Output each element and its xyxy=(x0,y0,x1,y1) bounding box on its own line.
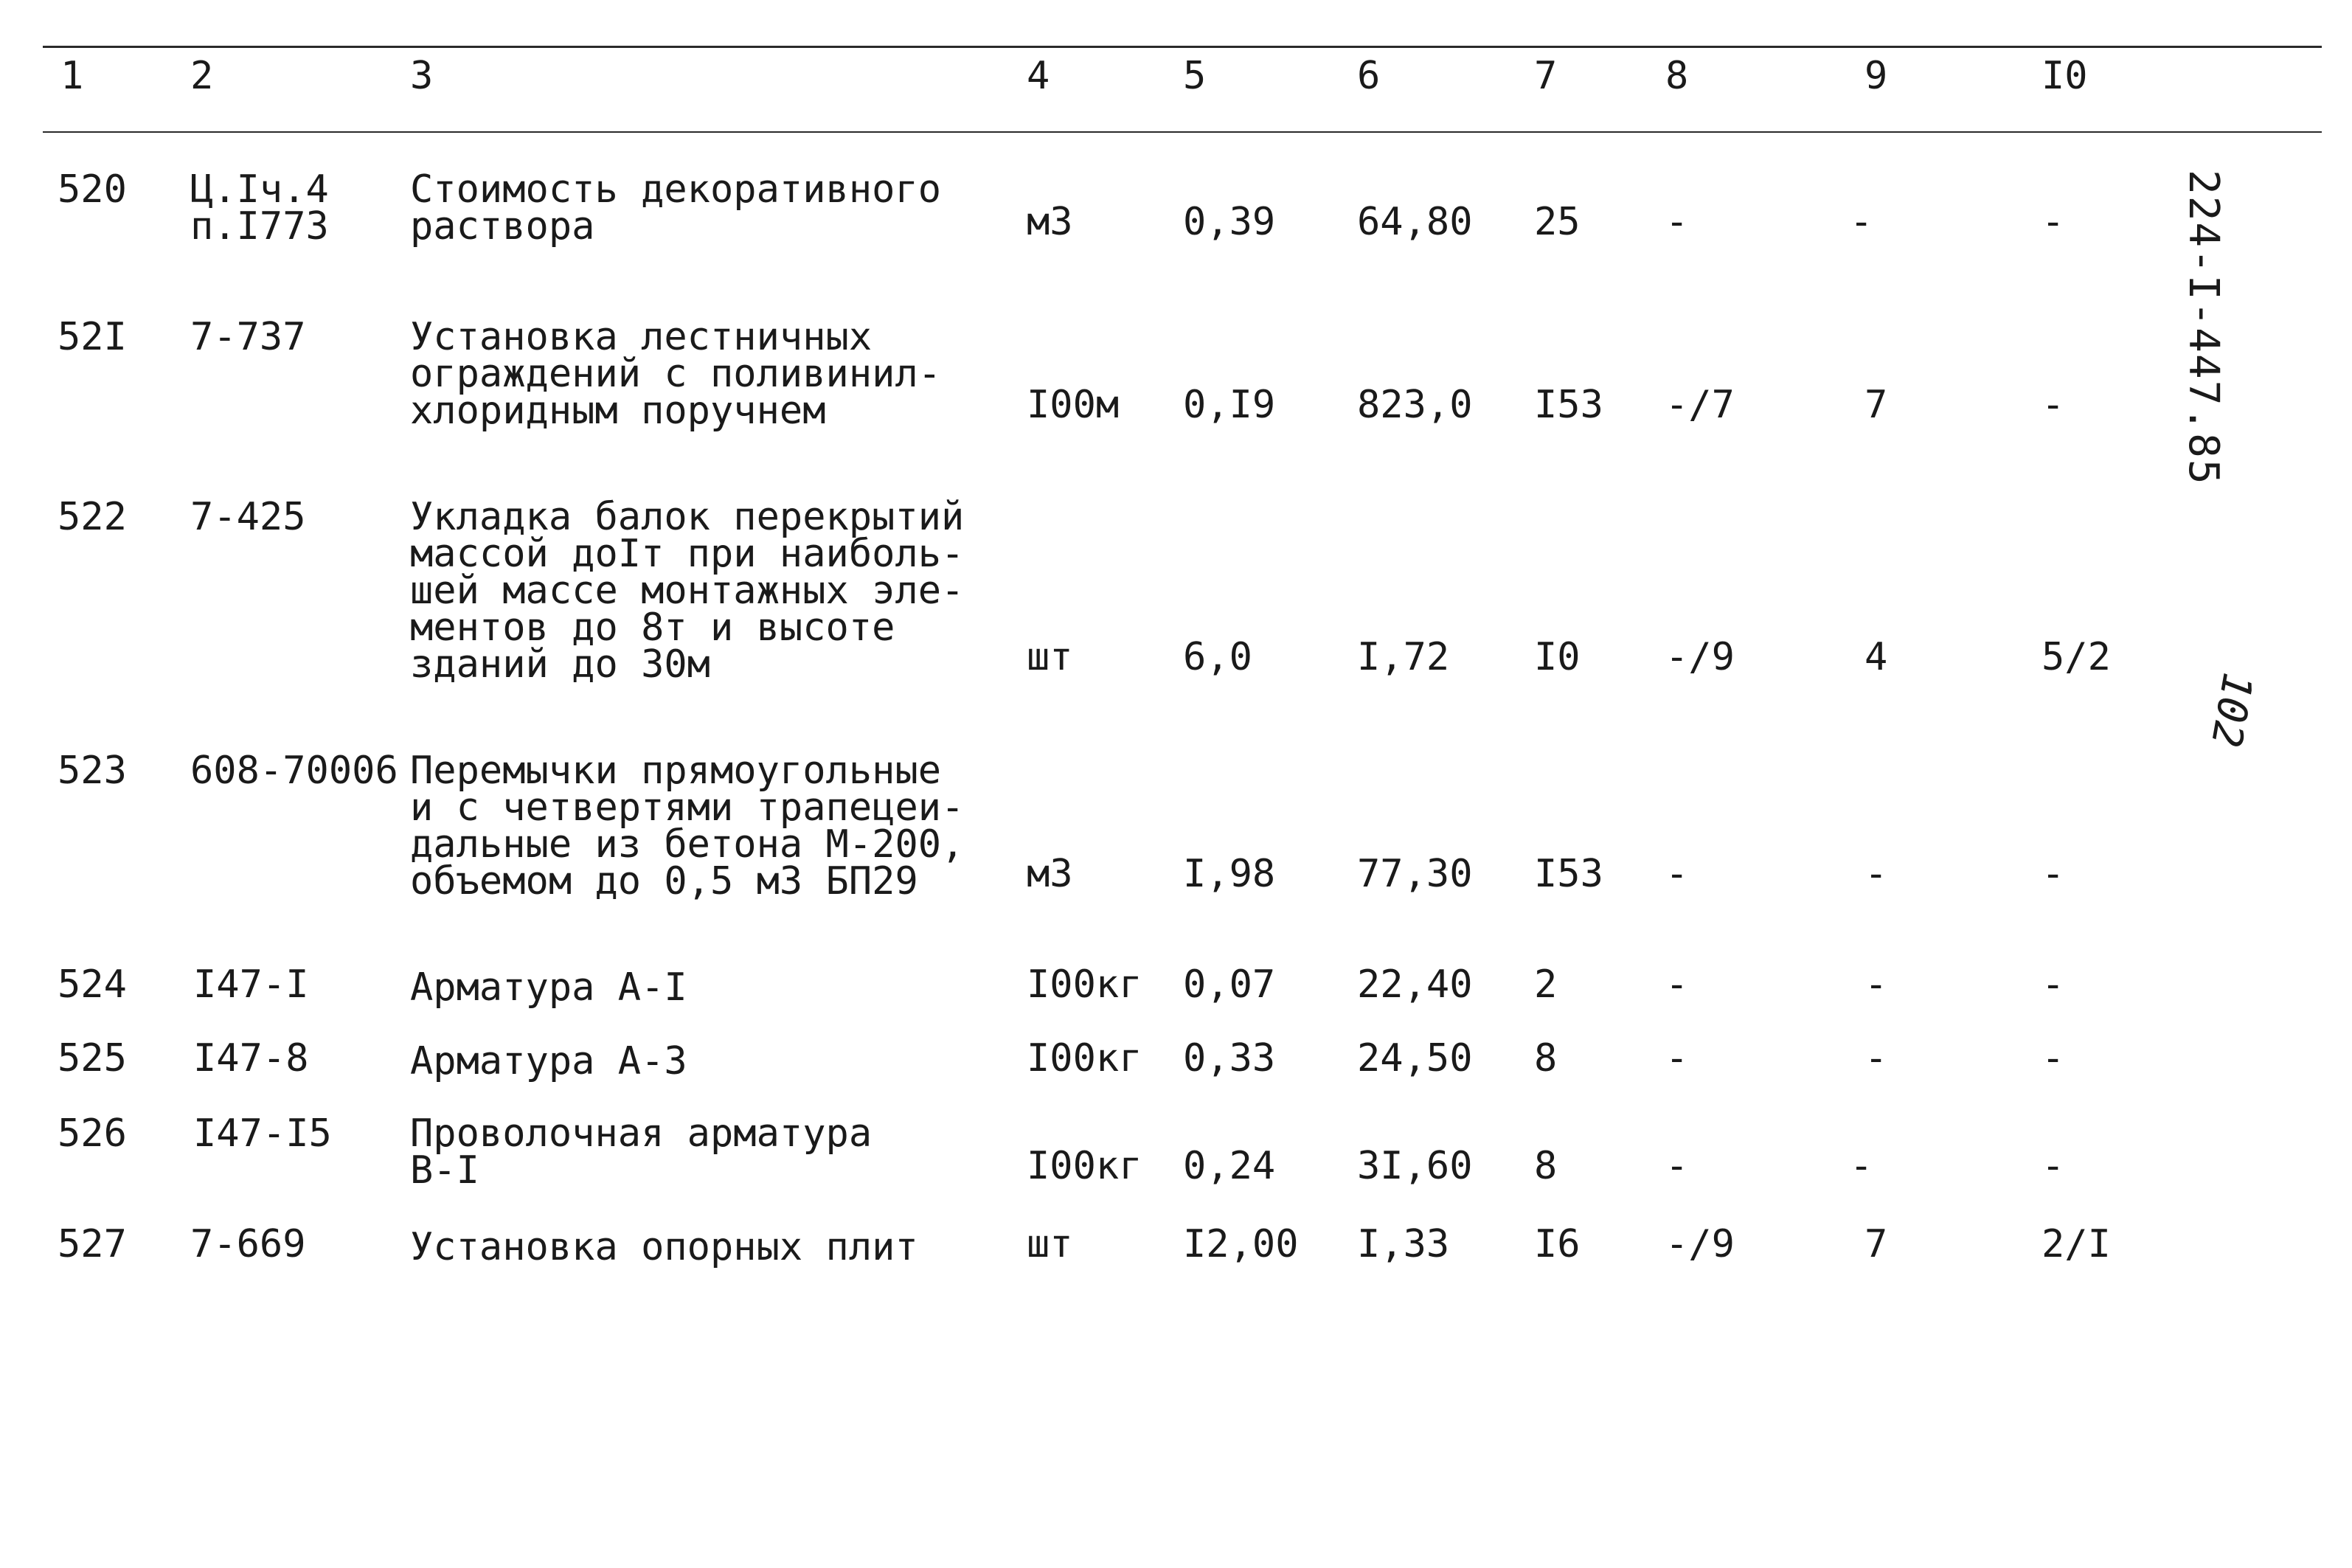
document-code: 224-I-447.85 xyxy=(2179,170,2227,486)
row-527-c5: I2,00 xyxy=(1183,1222,1299,1266)
row-526-c9: - xyxy=(1850,1144,1873,1188)
row-524-c7: 2 xyxy=(1534,962,1558,1007)
row-526-desc: Проволочная арматура В-I xyxy=(410,1111,873,1193)
col-header-8: 8 xyxy=(1665,54,1689,98)
row-524-c10: - xyxy=(2041,962,2065,1007)
row-520-c10: - xyxy=(2041,200,2065,244)
row-521-code: 7-737 xyxy=(190,315,306,359)
row-527-c9: 7 xyxy=(1864,1222,1888,1266)
row-521-c10: - xyxy=(2041,383,2065,427)
row-524-c5: 0,07 xyxy=(1183,962,1276,1007)
row-523-c8: - xyxy=(1665,852,1689,896)
row-520-c5: 0,39 xyxy=(1183,200,1276,244)
row-525-c6: 24,50 xyxy=(1357,1036,1473,1080)
header-rule xyxy=(43,131,2322,133)
row-520-unit: м3 xyxy=(1027,200,1073,244)
row-522-c8: -/9 xyxy=(1665,635,1735,679)
row-523-code: 608-70006 xyxy=(190,749,398,793)
row-523-c9: - xyxy=(1864,852,1888,896)
row-526-code: I47-I5 xyxy=(193,1111,332,1156)
row-525-code: I47-8 xyxy=(193,1036,309,1080)
row-525-c7: 8 xyxy=(1534,1036,1558,1080)
row-524-no: 524 xyxy=(58,962,127,1007)
row-525-c10: - xyxy=(2041,1036,2065,1080)
row-527-c7: I6 xyxy=(1534,1222,1581,1266)
row-522-unit: шт xyxy=(1027,635,1073,679)
col-header-10: I0 xyxy=(2041,54,2088,98)
row-522-c9: 4 xyxy=(1864,635,1888,679)
row-521-c7: I53 xyxy=(1534,383,1603,427)
row-527-code: 7-669 xyxy=(190,1222,306,1266)
row-525-no: 525 xyxy=(58,1036,127,1080)
row-523-unit: м3 xyxy=(1027,852,1073,896)
page-number: 102 xyxy=(2201,669,2262,751)
row-526-c10: - xyxy=(2041,1144,2065,1188)
row-527-c10: 2/I xyxy=(2041,1222,2111,1266)
row-524-desc: Арматура А-I xyxy=(410,965,687,1010)
col-header-2: 2 xyxy=(190,54,214,98)
row-523-c7: I53 xyxy=(1534,852,1603,896)
row-520-no: 520 xyxy=(58,167,127,212)
row-520-code: Ц.Iч.4 п.I773 xyxy=(190,167,329,249)
row-522-code: 7-425 xyxy=(190,495,306,539)
top-rule xyxy=(43,46,2322,48)
row-522-c6: I,72 xyxy=(1357,635,1450,679)
row-525-unit: I00кг xyxy=(1027,1036,1142,1080)
row-526-c6: 3I,60 xyxy=(1357,1144,1473,1188)
row-521-desc: Установка лестничных ограждений с поливинил- хлоридным поручнем xyxy=(410,315,942,433)
row-520-c8: - xyxy=(1665,200,1689,244)
row-525-c8: - xyxy=(1665,1036,1689,1080)
row-524-c9: - xyxy=(1864,962,1888,1007)
row-520-c6: 64,80 xyxy=(1357,200,1473,244)
col-header-3: 3 xyxy=(410,54,434,98)
row-526-c7: 8 xyxy=(1534,1144,1558,1188)
row-526-unit: I00кг xyxy=(1027,1144,1142,1188)
row-520-c7: 25 xyxy=(1534,200,1581,244)
col-header-4: 4 xyxy=(1027,54,1050,98)
row-521-no: 52I xyxy=(58,315,127,359)
row-527-no: 527 xyxy=(58,1222,127,1266)
row-526-no: 526 xyxy=(58,1111,127,1156)
row-524-c6: 22,40 xyxy=(1357,962,1473,1007)
row-520-desc: Стоимость декоративного раствора xyxy=(410,167,942,249)
row-527-c8: -/9 xyxy=(1665,1222,1735,1266)
row-521-c5: 0,I9 xyxy=(1183,383,1276,427)
row-523-no: 523 xyxy=(58,749,127,793)
row-527-unit: шт xyxy=(1027,1222,1073,1266)
row-526-c8: - xyxy=(1665,1144,1689,1188)
row-522-desc: Укладка балок перекрытий массой доIт при наиболь- шей массе монтажных эле- ментов до 8т и высоте зданий до 30м xyxy=(410,495,965,687)
row-523-c10: - xyxy=(2041,852,2065,896)
row-525-c5: 0,33 xyxy=(1183,1036,1276,1080)
row-522-c7: I0 xyxy=(1534,635,1581,679)
row-525-desc: Арматура А-3 xyxy=(410,1039,687,1083)
row-523-c5: I,98 xyxy=(1183,852,1276,896)
row-521-c6: 823,0 xyxy=(1357,383,1473,427)
row-524-code: I47-I xyxy=(193,962,309,1007)
row-527-desc: Установка опорных плит xyxy=(410,1225,918,1269)
row-522-c10: 5/2 xyxy=(2041,635,2111,679)
row-524-c8: - xyxy=(1665,962,1689,1007)
row-523-c6: 77,30 xyxy=(1357,852,1473,896)
row-522-no: 522 xyxy=(58,495,127,539)
row-521-c8: -/7 xyxy=(1665,383,1735,427)
col-header-7: 7 xyxy=(1534,54,1558,98)
row-521-unit: I00м xyxy=(1027,383,1120,427)
row-522-c5: 6,0 xyxy=(1183,635,1252,679)
row-523-desc: Перемычки прямоугольные и с четвертями трапецеи- дальные из бетона М-200, объемом до 0,5 м3 БП29 xyxy=(410,749,965,903)
row-526-c5: 0,24 xyxy=(1183,1144,1276,1188)
row-527-c6: I,33 xyxy=(1357,1222,1450,1266)
col-header-6: 6 xyxy=(1357,54,1381,98)
col-header-5: 5 xyxy=(1183,54,1207,98)
row-525-c9: - xyxy=(1864,1036,1888,1080)
row-520-c9: - xyxy=(1850,200,1873,244)
row-521-c9: 7 xyxy=(1864,383,1888,427)
col-header-9: 9 xyxy=(1864,54,1888,98)
row-524-unit: I00кг xyxy=(1027,962,1142,1007)
col-header-1: 1 xyxy=(60,54,84,98)
